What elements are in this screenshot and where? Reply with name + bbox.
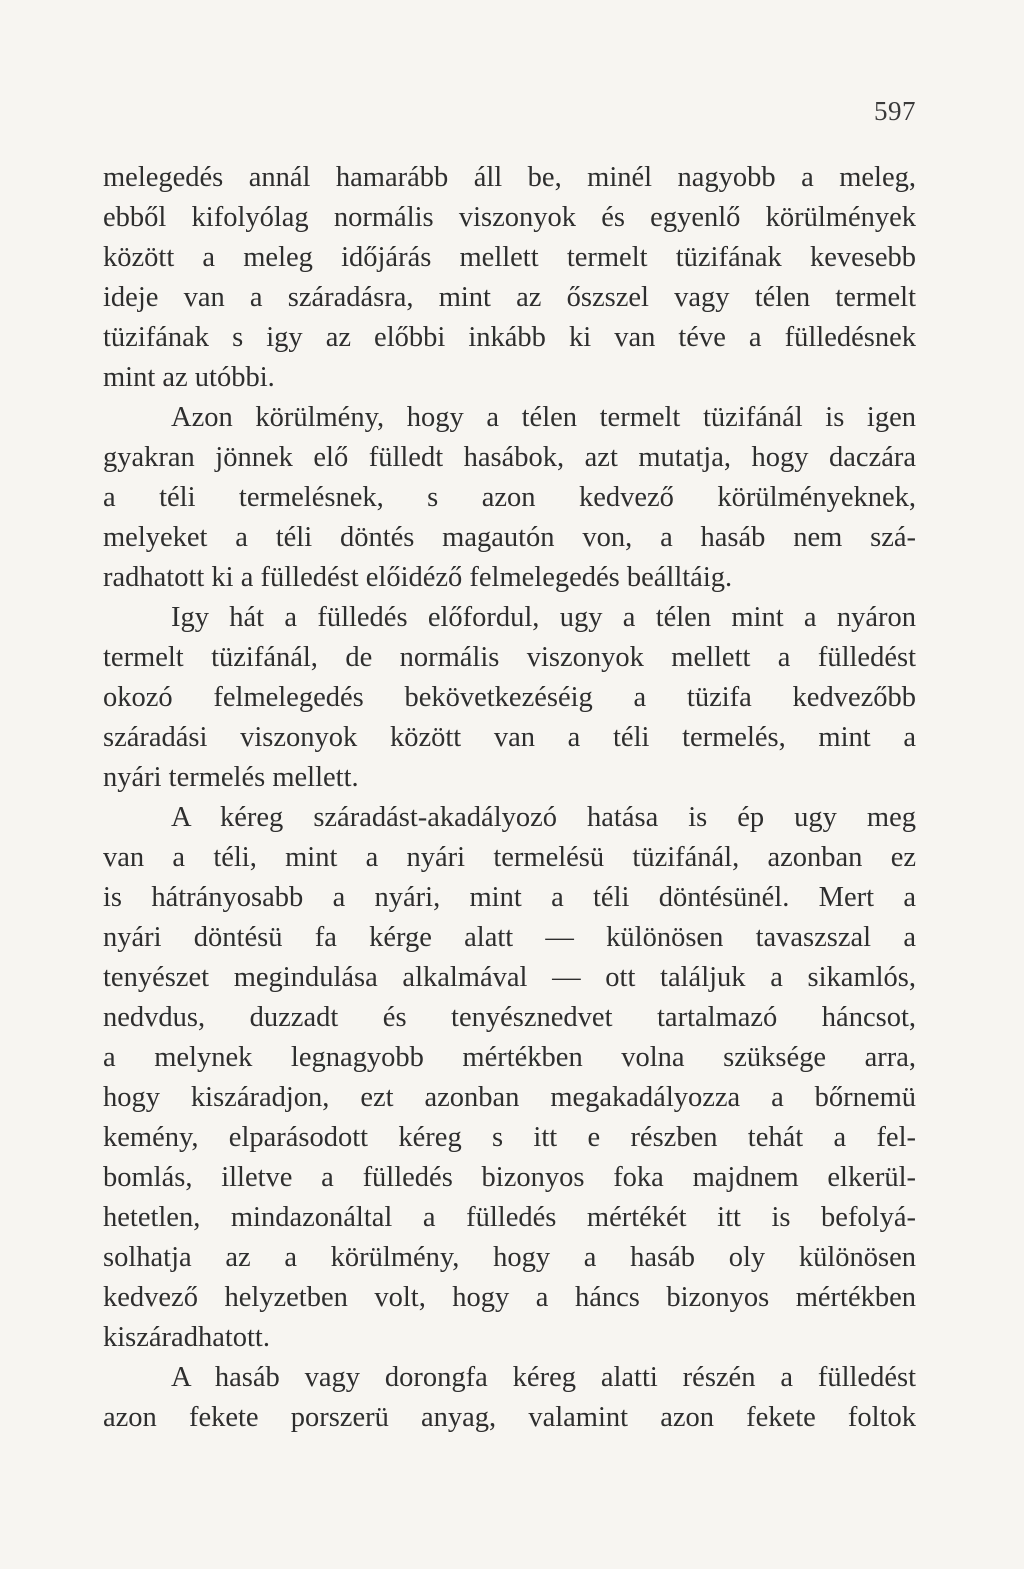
text-line: van a téli, mint a nyári termelésü tüzifánál, azonban ez [103, 842, 916, 873]
text-line: kiszáradhatott. [103, 1322, 270, 1353]
text-line: okozó felmelegedés bekövetkezéséig a tüzifa kedvezőbb [103, 682, 916, 713]
text-line: kedvező helyzetben volt, hogy a háncs bizonyos mértékben [103, 1282, 916, 1313]
text-line: kemény, elparásodott kéreg s itt e részben tehát a fel- [103, 1122, 916, 1153]
text-line: ideje van a száradásra, mint az őszszel vagy télen termelt [103, 282, 916, 313]
text-line: termelt tüzifánál, de normális viszonyok mellett a fülledést [103, 642, 916, 673]
text-line: között a meleg időjárás mellett termelt tüzifának kevesebb [103, 242, 916, 273]
text-line: is hátrányosabb a nyári, mint a téli döntésünél. Mert a [103, 882, 916, 913]
text-line: száradási viszonyok között van a téli termelés, mint a [103, 722, 916, 753]
text-line: solhatja az a körülmény, hogy a hasáb oly különösen [103, 1242, 916, 1273]
body-text [103, 158, 916, 1438]
text-line: nyári döntésü fa kérge alatt — különösen tavaszszal a [103, 922, 916, 953]
text-line: gyakran jönnek elő fülledt hasábok, azt mutatja, hogy daczára [103, 442, 916, 473]
text-line: ebből kifolyólag normális viszonyok és egyenlő körülmények [103, 202, 916, 233]
text-line: A hasáb vagy dorongfa kéreg alatti részén a fülledést [171, 1362, 916, 1393]
text-line: melegedés annál hamarább áll be, minél nagyobb a meleg, [103, 162, 916, 193]
text-line: azon fekete porszerü anyag, valamint azon fekete foltok [103, 1402, 916, 1433]
text-line: Igy hát a fülledés előfordul, ugy a télen mint a nyáron [171, 602, 916, 633]
text-line: hetetlen, mindazonáltal a fülledés mértékét itt is befolyá- [103, 1202, 916, 1233]
text-line: tüzifának s igy az előbbi inkább ki van téve a fülledésnek [103, 322, 916, 353]
text-line: bomlás, illetve a fülledés bizonyos foka majdnem elkerül- [103, 1162, 916, 1193]
text-line: nedvdus, duzzadt és tenyésznedvet tartalmazó háncsot, [103, 1002, 916, 1033]
text-line: a melynek legnagyobb mértékben volna szüksége arra, [103, 1042, 916, 1073]
text-line: nyári termelés mellett. [103, 762, 359, 793]
text-line: tenyészet megindulása alkalmával — ott találjuk a sikamlós, [103, 962, 916, 993]
text-line: mint az utóbbi. [103, 362, 275, 393]
text-line: hogy kiszáradjon, ezt azonban megakadályozza a bőrnemü [103, 1082, 916, 1113]
text-line: radhatott ki a fülledést előidéző felmelegedés beálltáig. [103, 562, 733, 593]
page-number: 597 [874, 96, 916, 126]
text-line: A kéreg száradást-akadályozó hatása is ép ugy meg [171, 802, 916, 833]
text-line: Azon körülmény, hogy a télen termelt tüzifánál is igen [171, 402, 916, 433]
text-line: melyeket a téli döntés magautón von, a hasáb nem szá- [103, 522, 916, 553]
text-line: a téli termelésnek, s azon kedvező körülményeknek, [103, 482, 916, 513]
